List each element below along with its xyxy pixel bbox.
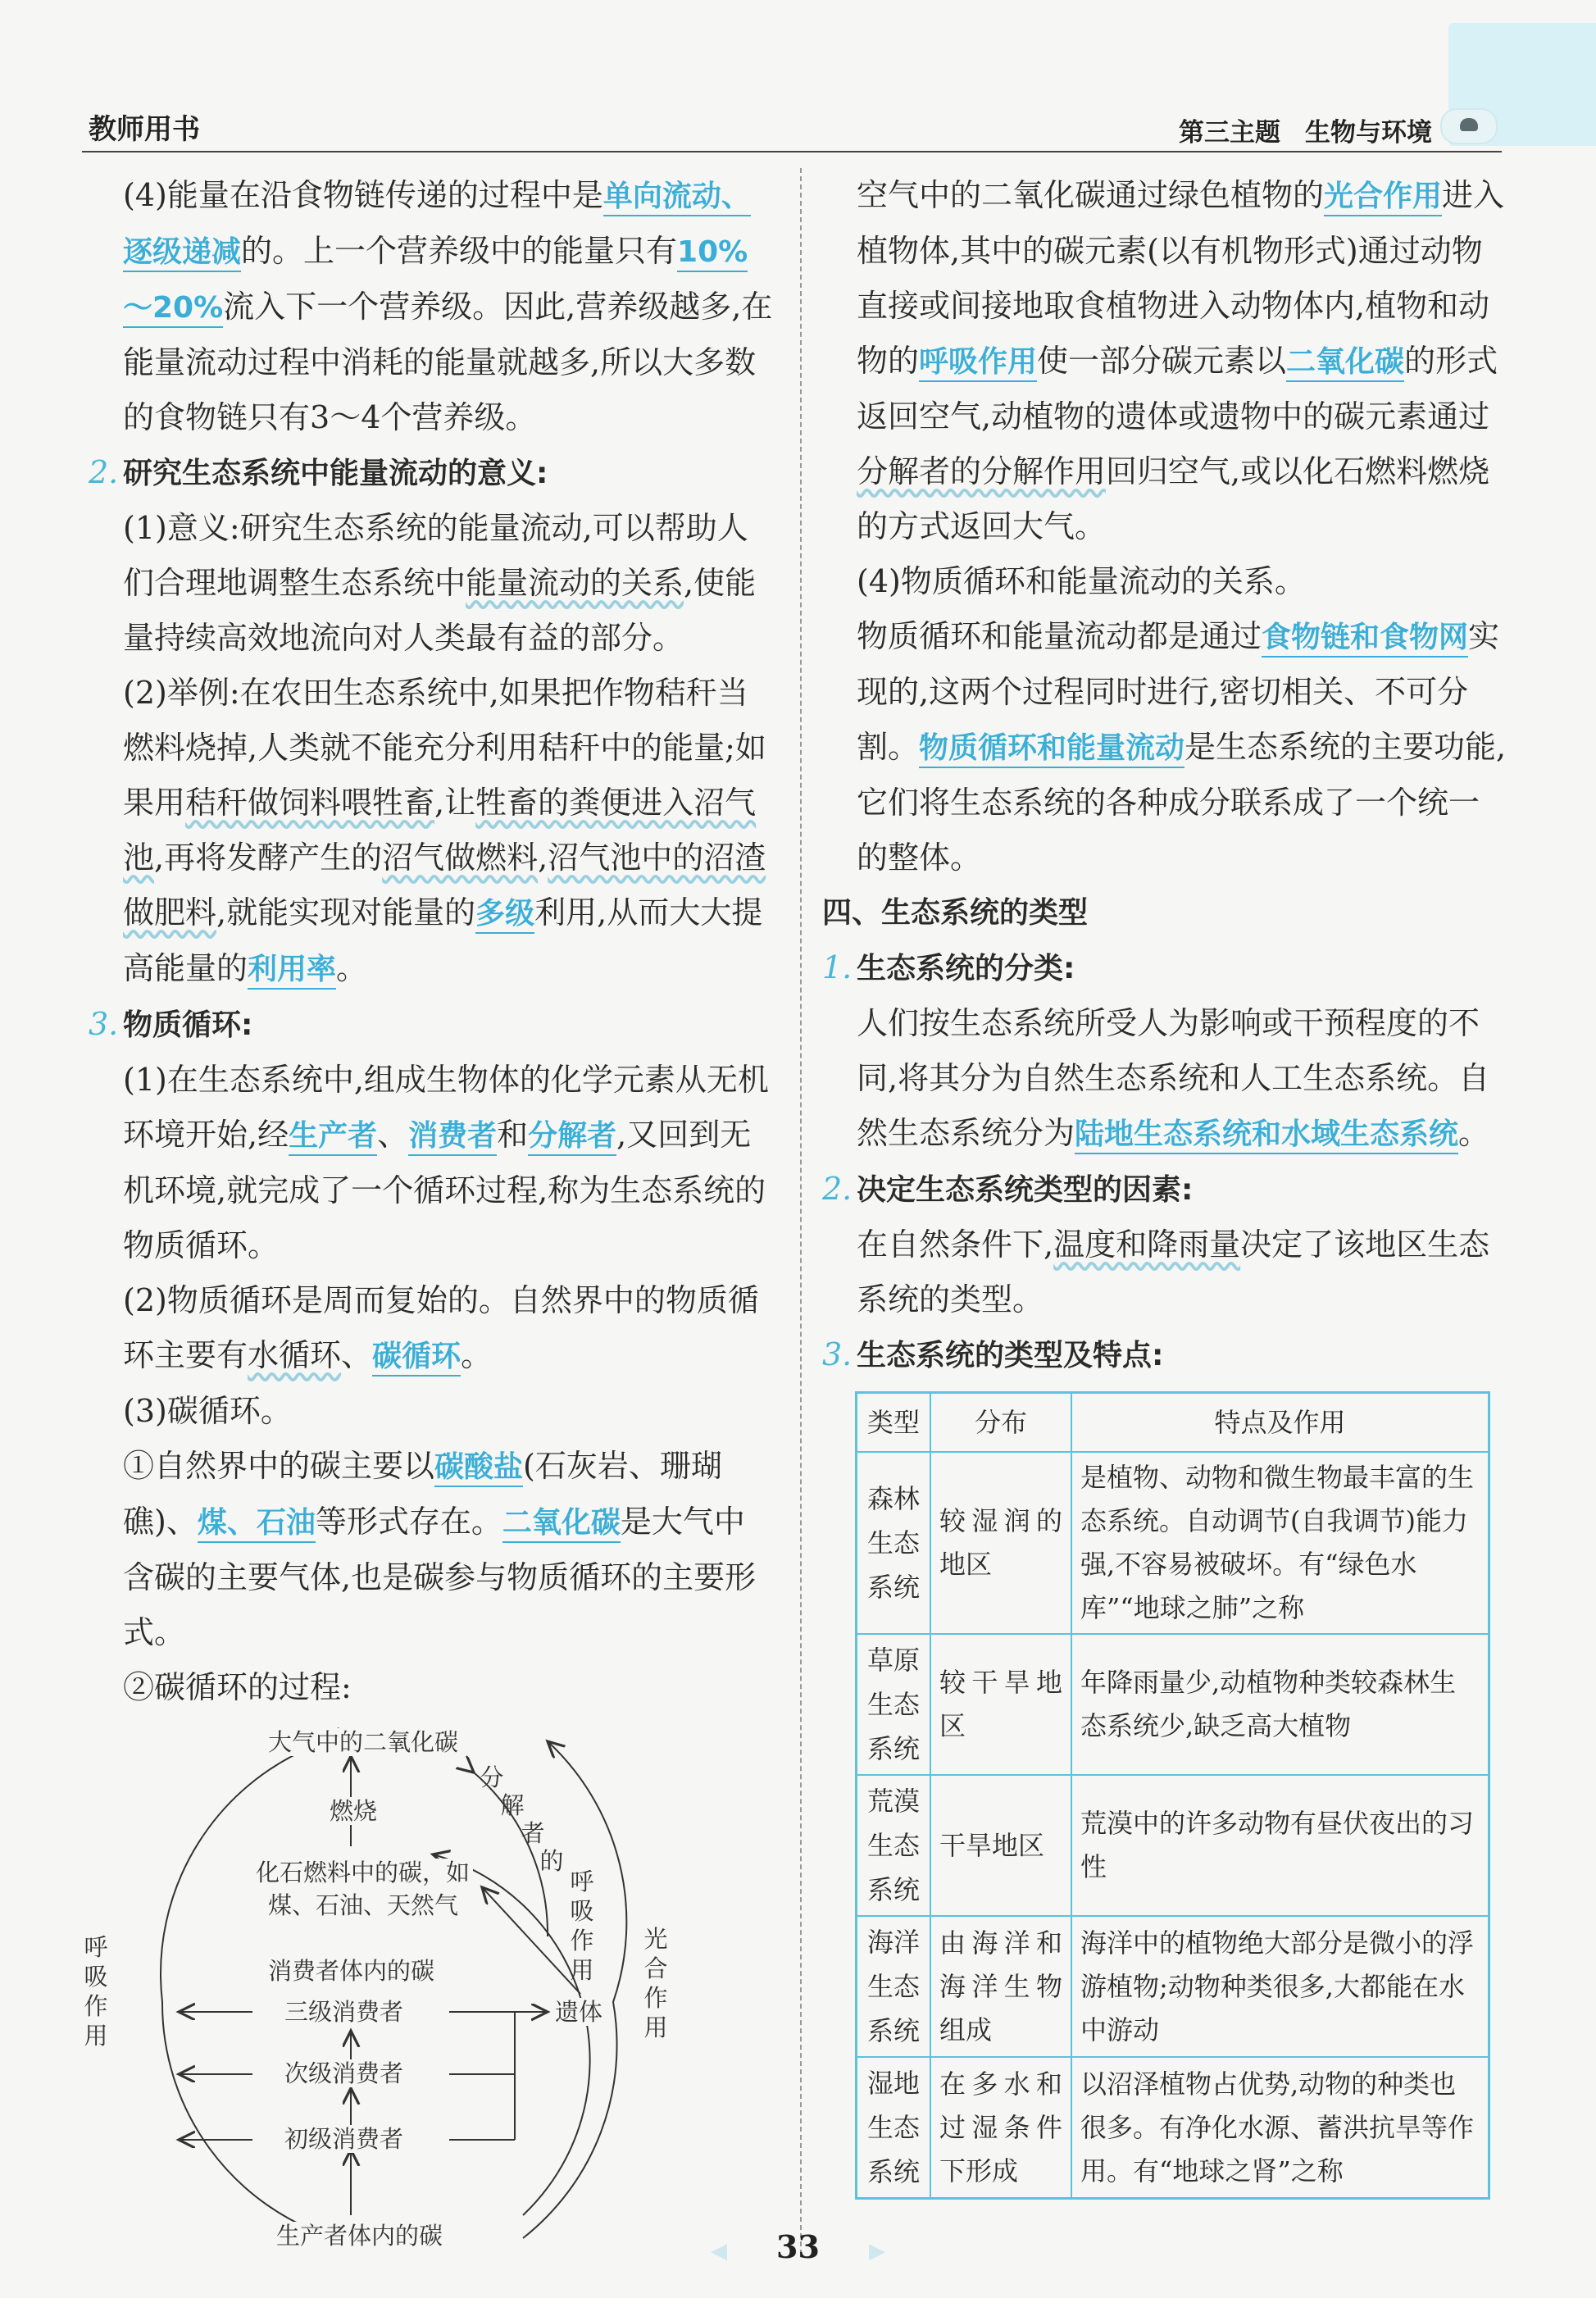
ecosystem-table bbox=[855, 1391, 1490, 2200]
header-logo-icon bbox=[1440, 108, 1498, 144]
answer-blank: 物质循环和能量流动 bbox=[919, 731, 1184, 768]
diagram-primary-consumer: 初级消费者 bbox=[281, 2125, 407, 2153]
table-cell-feature: 年降雨量少,动植物种类较森林生态系统少,缺乏高大植物 bbox=[1071, 1634, 1489, 1775]
column-divider bbox=[800, 168, 802, 2255]
table-header-row bbox=[857, 1393, 1489, 1453]
table-cell-type: 湿地生态系统 bbox=[857, 2057, 931, 2199]
table-cell-type: 海洋生态系统 bbox=[857, 1916, 931, 2057]
carbon-cycle-arrows bbox=[89, 1723, 773, 2248]
answer-blank: 光合作用 bbox=[1324, 180, 1442, 216]
table-header: 特点及作用 bbox=[1071, 1393, 1489, 1453]
paragraph-example: (2)举例:在农田生态系统中,如果把作物秸秆当燃料烧掉,人类就不能充分利用秸秆中的能量;如果用秸秆做饲料喂牲畜,让牲畜的粪便进入沼气池,再将发酵产生的沼气做燃料,沼气池中的沼渣做肥料,就能实现对能量的多级利用,从而大大提高能量的利用率。 bbox=[89, 666, 773, 997]
answer-blank: 碳循环 bbox=[372, 1340, 461, 1377]
paragraph-carbon-forms: ①自然界中的碳主要以碳酸盐(石灰岩、珊瑚礁)、煤、石油等形式存在。二氧化碳是大气中含碳的主要气体,也是碳参与物质循环的主要形式。 bbox=[123, 1448, 757, 1650]
table-row bbox=[857, 1634, 1489, 1775]
section-heading-3: 3. 物质循环: bbox=[89, 1006, 253, 1042]
diagram-secondary-consumer: 次级消费者 bbox=[281, 2059, 407, 2087]
next-arrow-icon: ▶ bbox=[868, 2239, 885, 2264]
answer-blank: 生产者 bbox=[289, 1119, 377, 1156]
header-topic-number: 第三主题 bbox=[1179, 118, 1280, 148]
header-topic bbox=[1179, 111, 1432, 148]
answer-blank: 煤、石油 bbox=[198, 1506, 316, 1543]
answer-blank: 二氧化碳 bbox=[1286, 345, 1404, 382]
right-column bbox=[822, 168, 1507, 2200]
left-column bbox=[84, 168, 773, 2250]
table-cell-distribution: 由海洋和海洋生物组成 bbox=[930, 1916, 1071, 2057]
answer-blank: 分解者 bbox=[528, 1119, 616, 1156]
answer-blank: 多级 bbox=[475, 897, 534, 934]
diagram-remains: 遗体 bbox=[552, 1998, 606, 2026]
paragraph-factors: 在自然条件下,温度和降雨量决定了该地区生态系统的类型。 bbox=[857, 1226, 1490, 1317]
diagram-burning: 燃烧 bbox=[326, 1797, 380, 1825]
diagram-fossil-2: 煤、石油、天然气 bbox=[265, 1891, 462, 1919]
diagram-tertiary-consumer: 三级消费者 bbox=[281, 1998, 407, 2026]
table-cell-feature: 以沼泽植物占优势,动物的种类也很多。有净化水源、蓄洪抗旱等作用。有“地球之肾”之称 bbox=[1071, 2057, 1489, 2199]
diagram-respiration-inner: 呼 吸 作 用 bbox=[570, 1868, 594, 1984]
section-heading-types-features: 3. 生态系统的类型及特点: bbox=[822, 1336, 1164, 1372]
diagram-fossil-1: 化石燃料中的碳，如 bbox=[252, 1859, 473, 1886]
paragraph-carbon-process: ②碳循环的过程: bbox=[123, 1669, 352, 1705]
section-heading-factors: 2. 决定生态系统类型的因素: bbox=[822, 1171, 1194, 1207]
header-book-label: 教师用书 bbox=[89, 113, 200, 146]
paragraph-cycle-1: (1)在生态系统中,组成生物体的化学元素从无机环境开始,经生产者、消费者和分解者,又回到无机环境,就完成了一个循环过程,称为生态系统的物质循环。 bbox=[123, 1062, 769, 1263]
diagram-producer-carbon: 生产者体内的碳 bbox=[273, 2222, 446, 2250]
table-row bbox=[857, 1775, 1489, 1916]
paragraph-relationship: (4)物质循环和能量流动的关系。 bbox=[857, 563, 1306, 599]
table-cell-type: 荒漠生态系统 bbox=[857, 1775, 931, 1916]
table-row bbox=[857, 1916, 1489, 2057]
table-cell-feature: 荒漠中的许多动物有昼伏夜出的习性 bbox=[1071, 1775, 1489, 1916]
paragraph-cycle-2: (2)物质循环是周而复始的。自然界中的物质循环主要有水循环、碳循环。 bbox=[89, 1273, 773, 1384]
table-cell-distribution: 较干旱地区 bbox=[930, 1634, 1071, 1775]
paragraph-carbon-path: 空气中的二氧化碳通过绿色植物的光合作用进入植物体,其中的碳元素(以有机物形式)通过动物直接或间接地取食植物进入动物体内,植物和动物的呼吸作用使一部分碳元素以二氧化碳的形式返回空气,动植物的遗体或遗物中的碳元素通过分解者的分解作用回归空气,或以化石燃料燃烧的方式返回大气。 bbox=[857, 177, 1505, 544]
header-topic-title: 生物与环境 bbox=[1305, 118, 1432, 148]
carbon-cycle-diagram: 大气中的二氧化碳 燃烧 化石燃料中的碳，如 煤、石油、天然气 消费者体内的碳 三级消费者 次级消费者 初级消费者 生产者体内的碳 遗体 呼 吸 作 用 分 解 者 的 呼 吸 作 用 光 合 作 用 bbox=[89, 1723, 773, 2248]
table-cell-distribution: 较湿润的地区 bbox=[930, 1452, 1071, 1634]
answer-blank: 陆地生态系统和水域生态系统 bbox=[1075, 1117, 1458, 1154]
answer-blank: 10%～20% bbox=[123, 235, 748, 328]
page-number: ◀ 33 ▶ bbox=[711, 2228, 885, 2265]
diagram-atmosphere-co2: 大气中的二氧化碳 bbox=[265, 1728, 462, 1756]
table-cell-feature: 是植物、动物和微生物最丰富的生态系统。自动调节(自我调节)能力强,不容易被破坏。有“绿色水库”“地球之肺”之称 bbox=[1071, 1452, 1489, 1634]
answer-blank: 碳酸盐 bbox=[434, 1450, 523, 1487]
section-heading-classification: 1. 生态系统的分类: bbox=[822, 949, 1075, 985]
paragraph-energy-flow: (4)能量在沿食物链传递的过程中是单向流动、逐级递减的。上一个营养级中的能量只有10%～20%流入下一个营养级。因此,营养级越多,在能量流动过程中消耗的能量就越多,所以大多数的食物链只有3～4个营养级。 bbox=[123, 177, 773, 435]
answer-blank: 二氧化碳 bbox=[502, 1506, 621, 1543]
table-cell-type: 森林生态系统 bbox=[857, 1452, 931, 1634]
table-cell-type: 草原生态系统 bbox=[857, 1634, 931, 1775]
table-cell-distribution: 在多水和过湿条件下形成 bbox=[930, 2057, 1071, 2199]
table-row bbox=[857, 2057, 1489, 2199]
paragraph-significance: (1)意义:研究生态系统的能量流动,可以帮助人们合理地调整生态系统中能量流动的关系,使能量持续高效地流向对人类最有益的部分。 bbox=[123, 510, 757, 656]
table-header: 分布 bbox=[930, 1393, 1071, 1453]
header-divider bbox=[82, 151, 1502, 152]
diagram-photosynthesis: 光 合 作 用 bbox=[643, 1925, 668, 2041]
paragraph-classification: 人们按生态系统所受人为影响或干预程度的不同,将其分为自然生态系统和人工生态系统。自然生态系统分为陆地生态系统和水域生态系统。 bbox=[822, 996, 1507, 1162]
table-header: 类型 bbox=[857, 1393, 931, 1453]
diagram-consumer-carbon: 消费者体内的碳 bbox=[265, 1957, 438, 1985]
answer-blank: 呼吸作用 bbox=[919, 345, 1037, 382]
table-cell-distribution: 干旱地区 bbox=[930, 1775, 1071, 1916]
answer-blank: 单向流动、逐级递减 bbox=[123, 180, 751, 272]
prev-arrow-icon: ◀ bbox=[711, 2239, 728, 2264]
answer-blank: 消费者 bbox=[408, 1119, 497, 1156]
table-cell-feature: 海洋中的植物绝大部分是微小的浮游植物;动物种类很多,大都能在水中游动 bbox=[1071, 1916, 1489, 2057]
table-row bbox=[857, 1452, 1489, 1634]
paragraph-cycle-3: (3)碳循环。 bbox=[123, 1393, 292, 1429]
answer-blank: 食物链和食物网 bbox=[1262, 621, 1468, 658]
diagram-respiration-left: 呼 吸 作 用 bbox=[84, 1933, 108, 2050]
section-heading-2: 2. 研究生态系统中能量流动的意义: bbox=[89, 454, 548, 490]
paragraph-relationship-body: 物质循环和能量流动都是通过食物链和食物网实现的,这两个过程同时进行,密切相关、不可分割。物质循环和能量流动是生态系统的主要功能,它们将生态系统的各种成分联系成了一个统一的整体。 bbox=[857, 618, 1507, 876]
section-heading-ecosystem-types: 四、生态系统的类型 bbox=[822, 896, 1089, 930]
answer-blank: 利用率 bbox=[248, 953, 336, 990]
